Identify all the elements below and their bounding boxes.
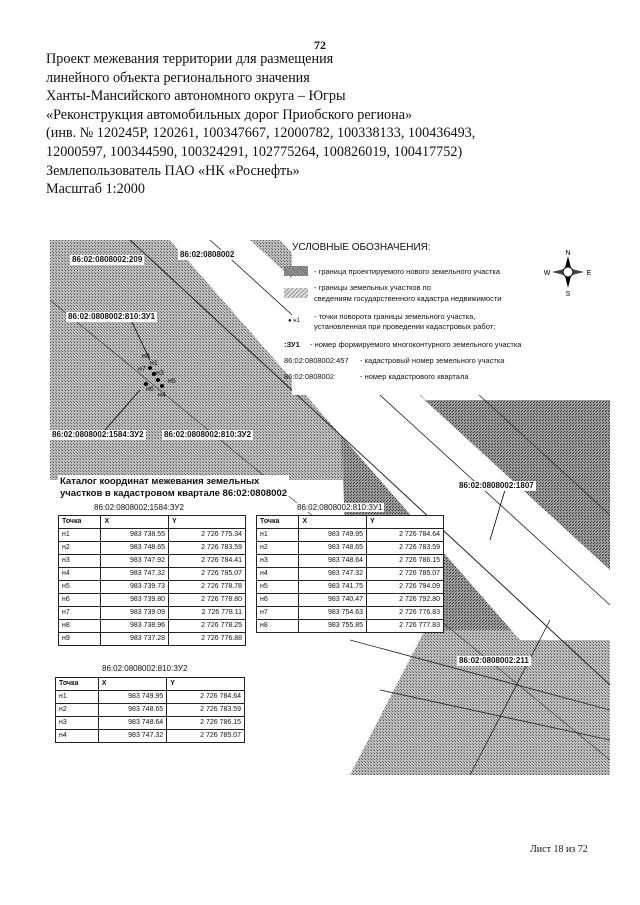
legend-code: 86:02:0808002 — [284, 372, 335, 381]
table-row — [56, 730, 245, 743]
zu2-1584-label: 86:02:0808002:1584:ЗУ2 — [52, 430, 144, 439]
x-cell: 983 748.64 — [98, 717, 166, 730]
y-cell: 2 726 777.83 — [367, 620, 444, 633]
compass-s: S — [565, 291, 571, 296]
point-cell: н6 — [257, 594, 299, 607]
header-line: (инв. № 120245Р, 120261, 100347667, 12000782, 100338133, 100436493, — [46, 125, 476, 142]
header-line: Ханты-Мансийского автономного округа – Югры — [46, 88, 346, 105]
table-row — [257, 581, 444, 594]
y-cell: 2 726 785.07 — [367, 568, 444, 581]
x-cell: 983 738.96 — [101, 620, 169, 633]
point-label: н4 — [158, 392, 166, 399]
legend-swatch-existing-plots — [284, 288, 308, 298]
table-row — [257, 568, 444, 581]
table-row — [257, 620, 444, 633]
table-row — [59, 568, 246, 581]
point-label: н8 — [142, 353, 150, 360]
coordinates-table-1584-zu2 — [58, 515, 246, 646]
compass-w: W — [544, 270, 551, 277]
x-cell: 983 748.65 — [299, 542, 367, 555]
x-cell: 983 748.64 — [299, 555, 367, 568]
y-cell: 2 726 778.25 — [169, 620, 246, 633]
sheet-number: Лист 18 из 72 — [530, 844, 588, 855]
legend-item: - номер кадастрового квартала — [360, 372, 469, 381]
x-cell: 983 748.65 — [101, 542, 169, 555]
y-cell: 2 726 794.09 — [367, 581, 444, 594]
coordinates-table-810-zu1 — [256, 515, 444, 633]
y-cell: 2 726 778.11 — [169, 607, 246, 620]
table-row — [59, 594, 246, 607]
table-row — [257, 529, 444, 542]
x-cell: 983 747.92 — [101, 555, 169, 568]
point-cell: н4 — [59, 568, 101, 581]
point-cell: н2 — [56, 704, 99, 717]
y-cell: 2 726 784.64 — [167, 691, 245, 704]
table-row — [56, 691, 245, 704]
point-label: н3 — [156, 370, 164, 377]
legend-item: - кадастровый номер земельного участка — [360, 356, 505, 365]
legend-item: установленная при проведении кадастровых работ; — [314, 322, 496, 331]
x-cell: 983 739.80 — [101, 594, 169, 607]
table1-caption: 86:02:0808002:1584:ЗУ2 — [94, 503, 184, 512]
legend-item: сведениям государственного кадастра недвижимости — [314, 294, 502, 303]
y-cell: 2 726 786.15 — [367, 555, 444, 568]
legend-item: - границы земельных участков по — [314, 283, 431, 292]
point-cell: н2 — [59, 542, 101, 555]
document-header — [46, 50, 475, 199]
legend-swatch-new-plot — [284, 266, 308, 276]
point-label: н6 — [146, 386, 154, 393]
y-cell: 2 726 792.80 — [367, 594, 444, 607]
catalog-title-line: Каталог координат межевания земельных — [60, 476, 260, 487]
header-line: «Реконструкция автомобильных дорог Приобского региона» — [46, 106, 413, 123]
table-row — [257, 555, 444, 568]
table-row — [56, 717, 245, 730]
point-cell: н9 — [59, 633, 101, 646]
x-cell: 983 741.75 — [299, 581, 367, 594]
point-cell: н3 — [59, 555, 101, 568]
table-row — [59, 633, 246, 646]
turning-point — [156, 378, 160, 382]
header-line: 12000597, 100344590, 100324291, 102775264, 100826019, 100417752) — [46, 143, 463, 160]
table-row — [257, 594, 444, 607]
table3-caption: 86:02:0808002:810:ЗУ2 — [102, 664, 188, 673]
x-cell: 983 754.63 — [299, 607, 367, 620]
quarter-label: 86:02:0808002 — [180, 250, 235, 259]
column-header: Точка — [56, 678, 99, 691]
legend-point-marker: ● н1 — [288, 318, 300, 324]
legend-title: УСЛОВНЫЕ ОБОЗНАЧЕНИЯ: — [292, 242, 431, 253]
x-cell: 983 740.47 — [299, 594, 367, 607]
table-row — [59, 529, 246, 542]
column-header: Y — [167, 678, 245, 691]
point-cell: н4 — [257, 568, 299, 581]
point-label: н5 — [168, 378, 176, 385]
compass-n: N — [565, 250, 571, 257]
header-line: Проект межевания территории для размещения — [46, 51, 334, 67]
compass-e: E — [586, 270, 592, 277]
point-cell: н5 — [59, 581, 101, 594]
table-row — [59, 555, 246, 568]
x-cell: 983 739.73 — [101, 581, 169, 594]
y-cell: 2 726 776.88 — [169, 633, 246, 646]
column-header: Точка — [257, 516, 299, 529]
y-cell: 2 726 784.64 — [367, 529, 444, 542]
point-label: н1 — [150, 360, 158, 367]
zu2-810-label: 86:02:0808002:810:ЗУ2 — [164, 430, 252, 439]
point-cell: н3 — [56, 717, 99, 730]
x-cell: 983 738.55 — [101, 529, 169, 542]
table-row — [59, 607, 246, 620]
point-cell: н1 — [56, 691, 99, 704]
y-cell: 2 726 786.15 — [167, 717, 245, 730]
point-cell: н2 — [257, 542, 299, 555]
table-row — [257, 607, 444, 620]
legend-point-code: н1 — [293, 318, 300, 324]
table-row — [257, 542, 444, 555]
legend-code: 86:02:0808002:457 — [284, 356, 349, 365]
point-cell: н6 — [59, 594, 101, 607]
page-number: 72 — [314, 38, 326, 52]
column-header: Y — [367, 516, 444, 529]
header-line: линейного объекта регионального значения — [46, 69, 310, 86]
legend-item: - номер формируемого многоконтурного земельного участка — [310, 340, 522, 349]
table-row — [56, 704, 245, 717]
x-cell: 983 749.95 — [299, 529, 367, 542]
point-cell: н1 — [59, 529, 101, 542]
column-header: X — [101, 516, 169, 529]
x-cell: 983 748.65 — [98, 704, 166, 717]
table-row — [59, 620, 246, 633]
y-cell: 2 726 785.07 — [169, 568, 246, 581]
catalog-title-line: участков в кадастровом квартале 86:02:0808002 — [60, 488, 288, 499]
compass-rose-icon — [544, 248, 592, 296]
cadastral-label-209: 86:02:0808002:209 — [72, 255, 143, 264]
coordinates-table-810-zu2 — [55, 677, 245, 743]
table-row — [59, 542, 246, 555]
point-cell: н8 — [59, 620, 101, 633]
column-header: X — [98, 678, 166, 691]
point-cell: н5 — [257, 581, 299, 594]
turning-point — [160, 384, 164, 388]
legend-item: - точки поворота границы земельного участка, — [314, 312, 476, 321]
y-cell: 2 726 783.59 — [367, 542, 444, 555]
cadastral-label-211: 86:02:0808002:211 — [459, 656, 529, 665]
x-cell: 983 749.95 — [98, 691, 166, 704]
x-cell: 983 747.32 — [98, 730, 166, 743]
point-cell: н7 — [59, 607, 101, 620]
y-cell: 2 726 784.41 — [169, 555, 246, 568]
y-cell: 2 726 783.59 — [167, 704, 245, 717]
point-cell: н1 — [257, 529, 299, 542]
x-cell: 983 755.85 — [299, 620, 367, 633]
point-label: н7 — [138, 366, 146, 373]
point-cell: н8 — [257, 620, 299, 633]
point-cell: н4 — [56, 730, 99, 743]
header-line: Масштаб 1:2000 — [46, 181, 145, 198]
y-cell: 2 726 776.83 — [367, 607, 444, 620]
x-cell: 983 737.28 — [101, 633, 169, 646]
y-cell: 2 726 778.78 — [169, 581, 246, 594]
column-header: X — [299, 516, 367, 529]
point-cell: н7 — [257, 607, 299, 620]
x-cell: 983 747.32 — [299, 568, 367, 581]
column-header: Y — [169, 516, 246, 529]
zu1-label: 86:02:0808002:810:ЗУ1 — [68, 312, 156, 321]
table-row — [59, 581, 246, 594]
x-cell: 983 739.09 — [101, 607, 169, 620]
y-cell: 2 726 775.34 — [169, 529, 246, 542]
y-cell: 2 726 785.07 — [167, 730, 245, 743]
legend-item: - граница проектируемого нового земельного участка — [314, 267, 501, 276]
legend-code: :ЗУ1 — [284, 340, 300, 349]
header-line: Землепользователь ПАО «НК «Роснефть» — [46, 162, 300, 179]
x-cell: 983 747.32 — [101, 568, 169, 581]
table2-caption: 86:02:0808002:810:ЗУ1 — [297, 503, 383, 512]
y-cell: 2 726 778.80 — [169, 594, 246, 607]
cadastral-label-1807: 86:02:0808002:1807 — [459, 481, 534, 490]
map-legend — [284, 240, 607, 395]
point-cell: н3 — [257, 555, 299, 568]
column-header: Точка — [59, 516, 101, 529]
y-cell: 2 726 783.59 — [169, 542, 246, 555]
catalog-title — [58, 475, 289, 501]
